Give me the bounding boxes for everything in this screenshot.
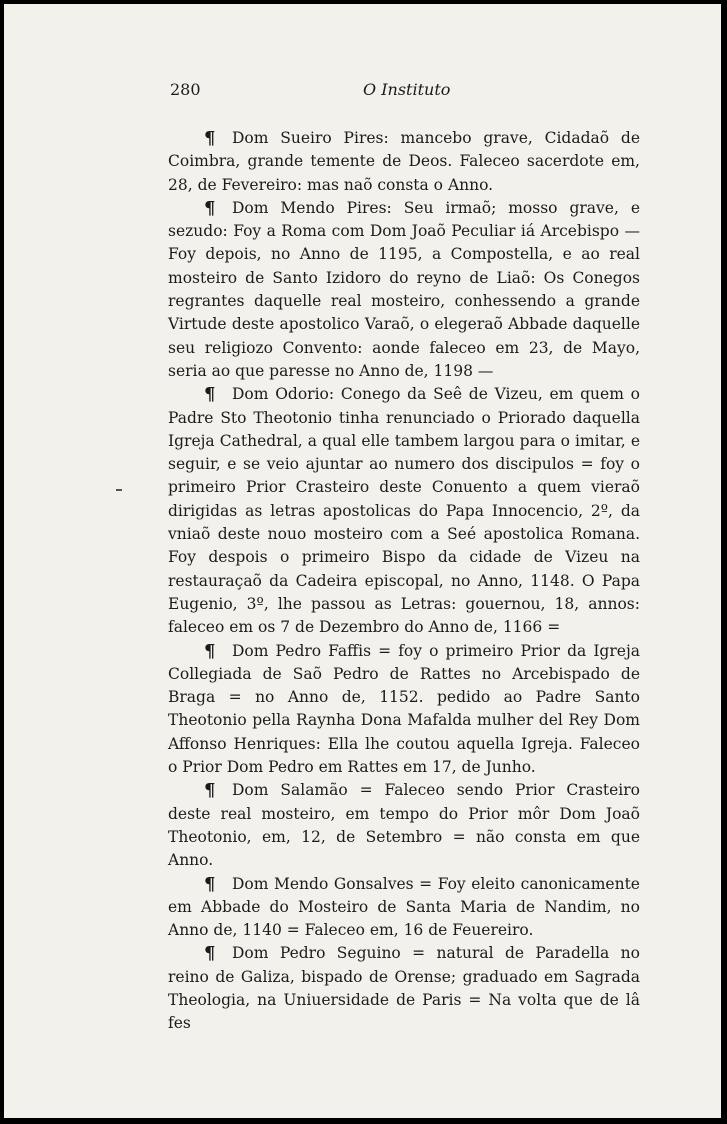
paragraph-mark-icon: ¶ bbox=[204, 197, 216, 219]
paragraph-7 bbox=[168, 942, 640, 1035]
paragraph-7-text: Dom Pedro Seguino = natural de Paradella no reino de Galiza, bispado de Orense; graduado em Sagrada Theologia, na Uniuersidade de Paris = Na volta que de lâ fes bbox=[168, 944, 640, 1033]
paragraph-mark-icon: ¶ bbox=[204, 780, 216, 802]
page-body bbox=[168, 127, 640, 1036]
paragraph-mark-icon: ¶ bbox=[204, 943, 216, 965]
page-header bbox=[4, 80, 721, 104]
paragraph-mark-icon: ¶ bbox=[204, 128, 216, 149]
paragraph-3 bbox=[168, 383, 640, 639]
paragraph-mark-icon: ¶ bbox=[204, 384, 216, 406]
book-page bbox=[4, 4, 721, 1118]
paragraph-4 bbox=[168, 640, 640, 780]
paragraph-4-text: Dom Pedro Faffis = foy o primeiro Prior da Igreja Collegiada de Saõ Pedro de Rattes no Arcebispado de Braga = no Anno de, 1152. pedido ao Padre Santo Theotonio pella Raynha Dona Mafalda mulher del Rey Dom Affonso Henriques: Ella lhe coutou aquella Igreja. Faleceo o Prior Dom Pedro em Rattes em 17, de Junho. bbox=[168, 641, 640, 777]
paragraph-5-text: Dom Salamão = Faleceo sendo Prior Crasteiro deste real mosteiro, em tempo do Prior môr Dom Joaõ Theotonio, em, 12, de Setembro = não consta em que Anno. bbox=[168, 781, 640, 870]
paragraph-mark-icon: ¶ bbox=[204, 873, 216, 895]
running-title: O Instituto bbox=[363, 80, 451, 99]
paragraph-1 bbox=[168, 127, 640, 197]
paragraph-mark-icon: ¶ bbox=[204, 640, 216, 662]
paragraph-1-text: Dom Sueiro Pires: mancebo grave, Cidadaõ de Coimbra, grande temente de Deos. Faleceo sacerdote em, 28, de Fevereiro: mas naõ consta o Anno. bbox=[168, 129, 640, 194]
page-number: 280 bbox=[170, 80, 201, 99]
paragraph-6-text: Dom Mendo Gonsalves = Foy eleito canonicamente em Abbade do Mosteiro de Santa Maria de Nandim, no Anno de, 1140 = Faleceo em, 16 de Feuereiro. bbox=[168, 874, 640, 940]
paragraph-3-text: Dom Odorio: Conego da Seê de Vizeu, em quem o Padre Sto Theotonio tinha renunciado o Priorado daquella Igreja Cathedral, a qual elle tambem largou para o imitar, e seguir, e se veio ajuntar ao numero dos discipulos = foy o primeiro Prior Crasteiro deste Conuento a quem vieraõ dirigidas as letras apostolicas do Papa Innocencio, 2º, da vniaõ deste nouo mosteiro com a Seé apostolica Romana. Foy despois o primeiro Bispo da cidade de Vizeu na restauraçaõ da Cadeira episcopal, no Anno, 1148. O Papa Eugenio, 3º, lhe passou as Letras: gouernou, 18, annos: faleceo em os 7 de Dezembro do Anno de, 1166 = bbox=[168, 385, 640, 637]
paragraph-6 bbox=[168, 873, 640, 943]
paragraph-2-text: Dom Mendo Pires: Seu irmaõ; mosso grave, e sezudo: Foy a Roma com Dom Joaõ Peculiar iá Arcebispo — Foy depois, no Anno de 1195, a Compostella, e ao real mosteiro de Santo Izidoro do reyno de Liaõ: Os Conegos regrantes daquelle real mosteiro, conhessendo a grande Virtude deste apostolico Varaõ, o elegeraõ Abbade daquelle seu religiozo Convento: aonde faleceo em 23, de Mayo, seria ao que paresse no Anno de, 1198 — bbox=[168, 198, 640, 380]
paragraph-5 bbox=[168, 779, 640, 872]
paragraph-2 bbox=[168, 197, 640, 383]
margin-dash-mark bbox=[116, 489, 122, 491]
